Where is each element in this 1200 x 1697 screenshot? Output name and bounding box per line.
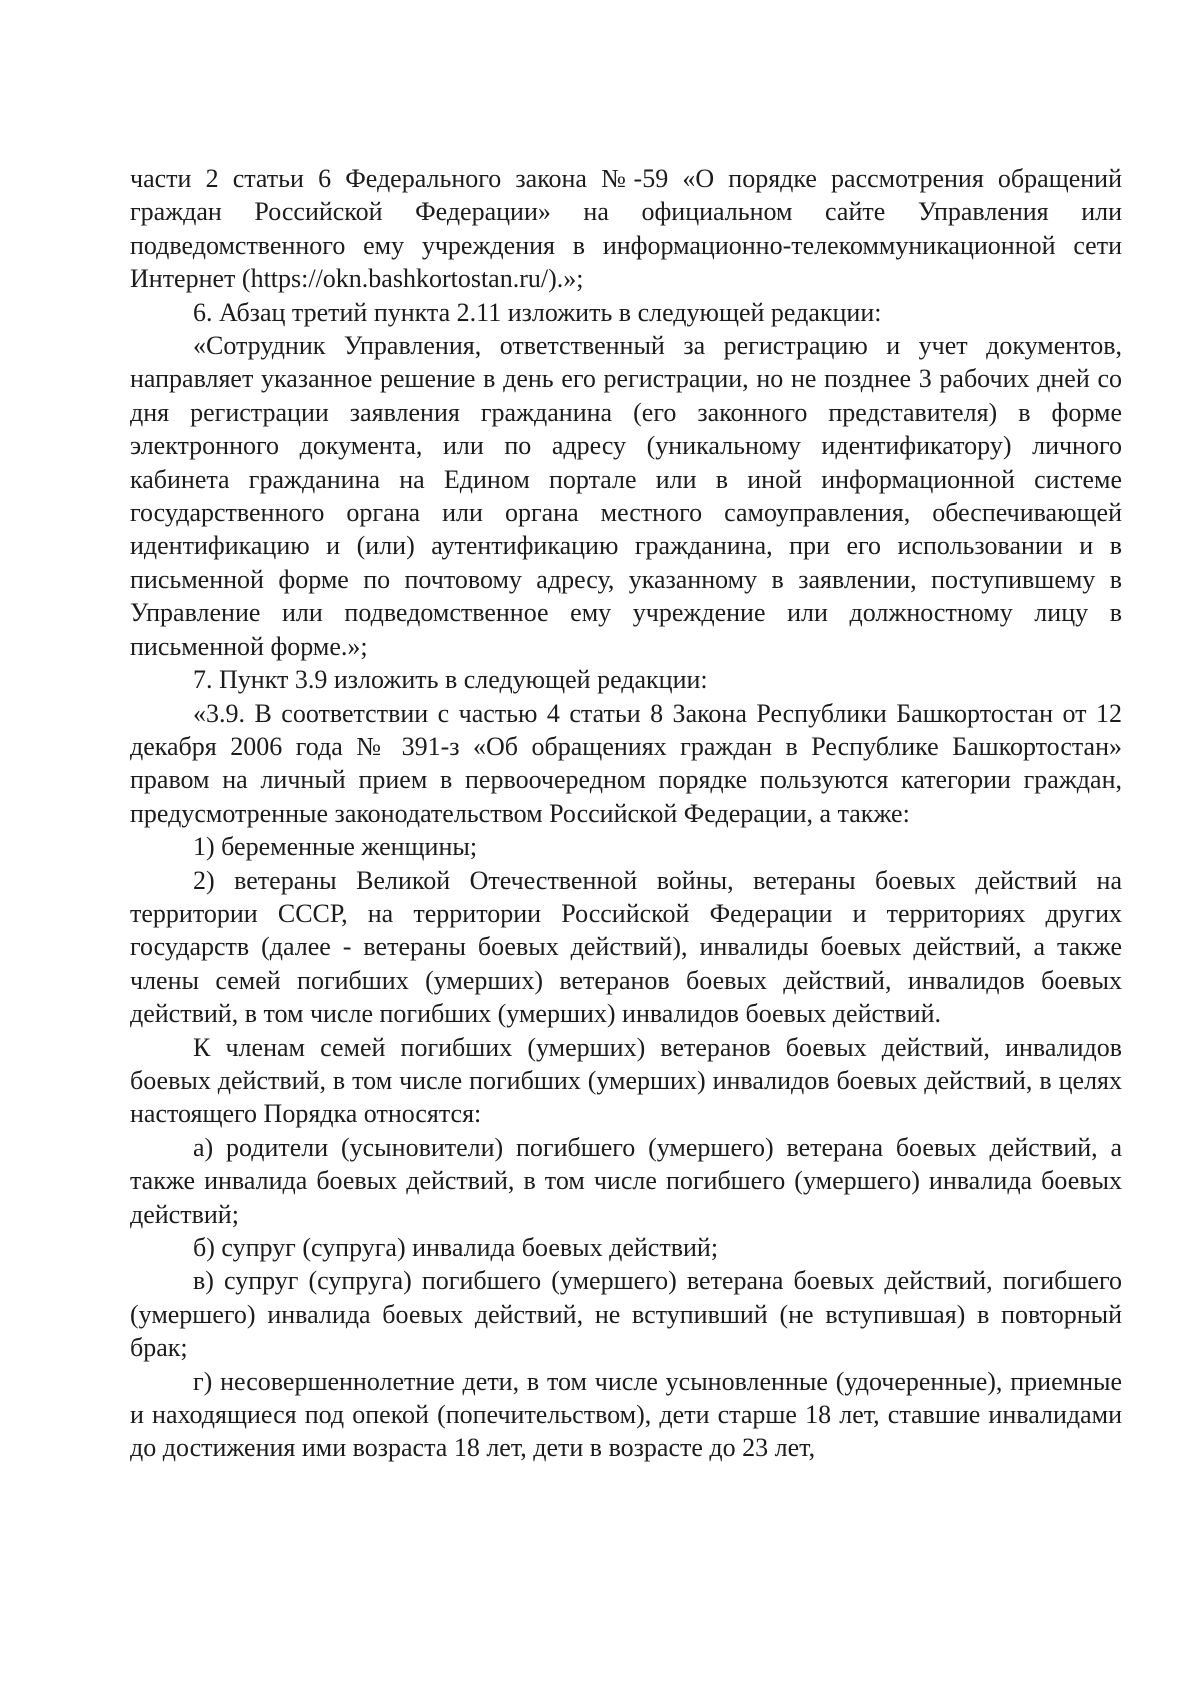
list-item-b: б) супруг (супруга) инвалида боевых действий; xyxy=(193,1233,719,1262)
paragraph-continuation: части 2 статьи 6 Федерального закона №-59 «О порядке рассмотрения обращений граждан Российской Федерации» на официальном сайте Управления или подведомственного ему учреждения в информационно-телекоммуникационной сети Интернет (https://okn.bashkortostan.ru/).»; xyxy=(130,164,1122,294)
list-item-a: а) родители (усыновители) погибшего (умершего) ветерана боевых действий, а также инвалида боевых действий, в том числе погибшего (умершего) инвалида боевых действий; xyxy=(130,1132,1122,1229)
paragraph-item-6: 6. Абзац третий пункта 2.11 изложить в следующей редакции: xyxy=(193,297,882,327)
list-item-v: в) супруг (супруга) погибшего (умершего) ветерана боевых действий, погибшего (умершего) инвалида боевых действий, не вступивший (не вступившая) в повторный брак; xyxy=(130,1266,1122,1363)
list-item-1: 1) беременные женщины; xyxy=(193,832,478,862)
paragraph-item-7: 7. Пункт 3.9 изложить в следующей редакции: xyxy=(193,665,708,695)
paragraph-employee-duty: «Сотрудник Управления, ответственный за регистрацию и учет документов, направляет указанное решение в день его регистрации, но не позднее 3 рабочих дней со дня регистрации заявления гражданина (его законного представителя) в форме электронного документа, или по адресу (уникальному идентификатору) личного кабинета гражданина на Едином портале или в иной информационной системе государственного органа или органа местного самоуправления, обеспечивающей идентификацию и (или) аутентификацию гражданина, при его использовании и в письменной форме по почтовому адресу, указанному в заявлении, поступившему в Управление или подведомственное ему учреждение или должностному лицу в письменной форме.»; xyxy=(130,331,1122,661)
list-item-g: г) несовершеннолетние дети, в том числе усыновленные (удочеренные), приемные и находящиеся под опекой (попечительством), дети старше 18 лет, ставшие инвалидами до достижения ими возраста 18 лет, дети в возрасте до 23 лет, xyxy=(130,1366,1122,1463)
paragraph-family-members: К членам семей погибших (умерших) ветеранов боевых действий, инвалидов боевых действий, в том числе погибших (умерших) инвалидов боевых действий, в целях настоящего Порядка относятся: xyxy=(130,1032,1122,1129)
list-item-2: 2) ветераны Великой Отечественной войны, ветераны боевых действий на территории СССР, на территории Российской Федерации и территориях других государств (далее - ветераны боевых действий), инвалиды боевых действий, а также члены семей погибших (умерших) ветеранов боевых действий, инвалидов боевых действий, в том числе погибших (умерших) инвалидов боевых действий. xyxy=(130,865,1122,1029)
paragraph-clause-3-9: «3.9. В соответствии с частью 4 статьи 8 Закона Республики Башкортостан от 12 декабря 2006 года № 391-з «Об обращениях граждан в Республике Башкортостан» правом на личный прием в первоочередном порядке пользуются категории граждан, предусмотренные законодательством Российской Федерации, а также: xyxy=(130,698,1122,828)
document-body xyxy=(130,162,1122,1465)
